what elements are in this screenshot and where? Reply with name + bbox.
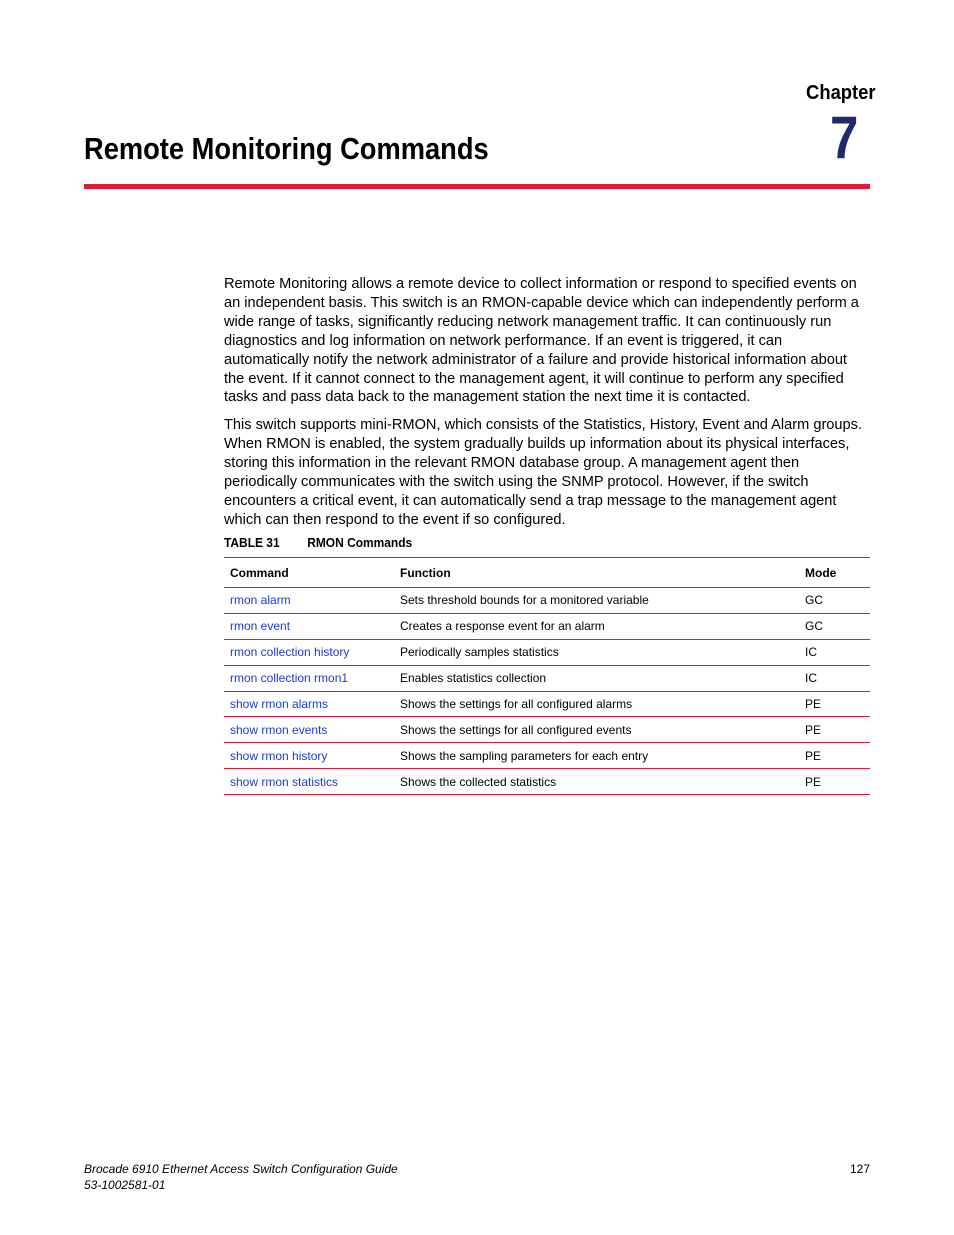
- mode-cell: PE: [799, 743, 870, 769]
- table-row: [224, 691, 870, 717]
- body-text: [224, 275, 870, 539]
- mode-cell: IC: [799, 639, 870, 665]
- mode-cell: PE: [799, 769, 870, 795]
- function-cell: Periodically samples statistics: [394, 639, 799, 665]
- header-mode: Mode: [799, 558, 870, 588]
- table-row: [224, 717, 870, 743]
- chapter-label: Chapter: [806, 82, 876, 104]
- table-row: [224, 665, 870, 691]
- function-cell: Sets threshold bounds for a monitored variable: [394, 588, 799, 614]
- paragraph-intro: Remote Monitoring allows a remote device to collect information or respond to specified events on an independent basis. This switch is an RMON-capable device which can independently perform a wide range of tasks, significantly reducing network management traffic. It can continuously run diagnostics and log information on network performance. If an event is triggered, it can automatically notify the network administrator of a failure and provide historical information about the event. If it cannot connect to the management agent, it will continue to perform any specified tasks and pass data back to the management station the next time it is contacted.: [224, 276, 859, 406]
- table-caption: [224, 535, 412, 550]
- table-row: [224, 769, 870, 795]
- function-cell: Shows the settings for all configured events: [394, 717, 799, 743]
- mode-cell: PE: [799, 717, 870, 743]
- footer-guide-title: Brocade 6910 Ethernet Access Switch Configuration Guide: [84, 1162, 398, 1176]
- command-link[interactable]: rmon event: [224, 613, 394, 639]
- paragraph-mini-rmon: This switch supports mini-RMON, which consists of the Statistics, History, Event and Alarm groups. When RMON is enabled, the system gradually builds up information about its physical interfaces, storing this information in the relevant RMON database group. A management agent then periodically communicates with the switch using the SNMP protocol. However, if the switch encounters a critical event, it can automatically send a trap message to the management agent which can then respond to the event if so configured.: [224, 417, 863, 528]
- mode-cell: GC: [799, 613, 870, 639]
- command-link[interactable]: rmon alarm: [224, 588, 394, 614]
- mode-cell: PE: [799, 691, 870, 717]
- command-link[interactable]: rmon collection history: [224, 639, 394, 665]
- table-row: [224, 588, 870, 614]
- table-header-row: [224, 558, 870, 588]
- command-link[interactable]: show rmon events: [224, 717, 394, 743]
- function-cell: Shows the collected statistics: [394, 769, 799, 795]
- command-link[interactable]: rmon collection rmon1: [224, 665, 394, 691]
- header-function: Function: [394, 558, 799, 588]
- table-row: [224, 639, 870, 665]
- mode-cell: GC: [799, 588, 870, 614]
- title-rule: [84, 184, 870, 189]
- page-number: 127: [849, 1162, 870, 1176]
- function-cell: Creates a response event for an alarm: [394, 613, 799, 639]
- table-caption-label: TABLE 31: [224, 535, 280, 550]
- function-cell: Shows the sampling parameters for each entry: [394, 743, 799, 769]
- table-caption-title: RMON Commands: [307, 535, 413, 550]
- table-row: [224, 613, 870, 639]
- page-title: Remote Monitoring Commands: [84, 131, 489, 166]
- command-link[interactable]: show rmon history: [224, 743, 394, 769]
- mode-cell: IC: [799, 665, 870, 691]
- table-row: [224, 743, 870, 769]
- command-link[interactable]: show rmon alarms: [224, 691, 394, 717]
- function-cell: Shows the settings for all configured alarms: [394, 691, 799, 717]
- header-command: Command: [224, 558, 394, 588]
- page-footer: [84, 1161, 870, 1193]
- command-link[interactable]: show rmon statistics: [224, 769, 394, 795]
- rmon-commands-table: [224, 557, 870, 795]
- chapter-number: 7: [829, 104, 858, 171]
- function-cell: Enables statistics collection: [394, 665, 799, 691]
- footer-doc-number: 53-1002581-01: [84, 1178, 166, 1192]
